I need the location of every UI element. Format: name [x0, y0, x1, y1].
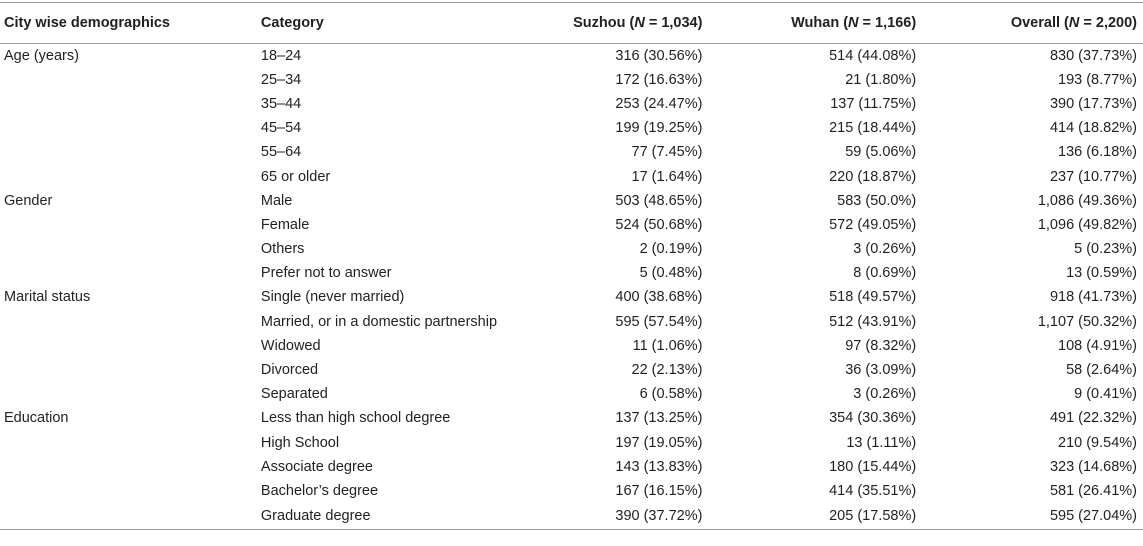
table-header [0, 3, 1143, 44]
cell-suzhou: 524 (50.68%) [615, 216, 703, 233]
cell-overall: 595 (27.04%) [916, 503, 1143, 530]
cell-wuhan: 414 (35.51%) [829, 482, 917, 499]
cell-group: Gender [4, 192, 53, 209]
cell-suzhou: 503 (48.65%) [615, 192, 703, 209]
header-wuhan-n-value: = 1,166) [858, 15, 917, 31]
header-suzhou: Suzhou (N = 1,034) [552, 3, 703, 44]
cell-category: Associate degree [260, 458, 373, 475]
cell-group: Education [4, 410, 69, 427]
cell-suzhou: 167 (16.15%) [615, 482, 703, 499]
cell-wuhan: 3 (0.26%) [853, 386, 917, 403]
table-row [0, 382, 1143, 406]
cell-category: 25–34 [260, 71, 302, 88]
cell-group: Marital status [4, 289, 91, 306]
table-row [0, 116, 1143, 140]
table-row [0, 503, 1143, 530]
cell-category: Female [260, 216, 310, 233]
cell-suzhou: 22 (2.13%) [631, 362, 703, 379]
cell-overall: 237 (10.77%) [1049, 168, 1137, 185]
cell-wuhan: 514 (44.08%) [829, 47, 917, 64]
cell-wuhan: 8 (0.69%) [853, 265, 917, 282]
cell-group [0, 116, 261, 140]
cell-overall: 491 (22.32%) [1049, 410, 1137, 427]
cell-overall: 108 (4.91%) [1058, 337, 1137, 354]
cell-wuhan: 180 (15.44%) [829, 458, 917, 475]
cell-suzhou: 316 (30.56%) [615, 47, 703, 64]
cell-overall: 830 (37.73%) [1049, 47, 1137, 64]
header-suzhou-city: Suzhou [573, 15, 626, 31]
table-row [0, 455, 1143, 479]
table-row [0, 68, 1143, 92]
cell-category: Separated [260, 386, 328, 403]
cell-suzhou: 253 (24.47%) [615, 95, 703, 112]
cell-group [0, 382, 261, 406]
cell-wuhan: 3 (0.26%) [853, 241, 917, 258]
cell-wuhan: 21 (1.80%) [845, 71, 917, 88]
table-row [0, 140, 1143, 164]
demographics-table [0, 2, 1143, 530]
cell-category: 55–64 [260, 144, 302, 161]
cell-suzhou: 400 (38.68%) [615, 289, 703, 306]
header-row [0, 3, 1143, 44]
cell-group [0, 479, 261, 503]
cell-wuhan: 354 (30.36%) [829, 410, 917, 427]
cell-group [0, 334, 261, 358]
cell-wuhan: 205 (17.58%) [702, 503, 916, 530]
table-row [0, 92, 1143, 116]
cell-overall: 323 (14.68%) [1049, 458, 1137, 475]
cell-overall: 136 (6.18%) [1058, 144, 1137, 161]
header-suzhou-n-label: N [634, 15, 645, 31]
cell-suzhou: 595 (57.54%) [615, 313, 703, 330]
cell-wuhan: 36 (3.09%) [845, 362, 917, 379]
table-row [0, 406, 1143, 430]
table-row [0, 479, 1143, 503]
cell-category: Male [260, 192, 293, 209]
cell-overall: 581 (26.41%) [1049, 482, 1137, 499]
cell-category: High School [260, 434, 340, 451]
table-row [0, 358, 1143, 382]
cell-overall: 1,086 (49.36%) [1037, 192, 1137, 209]
cell-category: Bachelor’s degree [260, 482, 379, 499]
cell-group [0, 261, 261, 285]
cell-wuhan: 583 (50.0%) [837, 192, 917, 209]
cell-overall: 414 (18.82%) [1049, 120, 1137, 137]
cell-suzhou: 199 (19.25%) [615, 120, 703, 137]
table-body [0, 44, 1143, 530]
cell-category: Single (never married) [260, 289, 405, 306]
header-category: Category [261, 3, 552, 44]
table-row [0, 431, 1143, 455]
header-city-wise-demographics: City wise demographics [0, 3, 261, 44]
header-wuhan-city: Wuhan [791, 15, 840, 31]
header-overall-n-value: = 2,200) [1079, 15, 1137, 31]
header-overall-label: Overall [1010, 15, 1061, 31]
table-row [0, 310, 1143, 334]
cell-overall: 918 (41.73%) [1049, 289, 1137, 306]
cell-overall: 1,107 (50.32%) [1037, 313, 1137, 330]
table-row [0, 213, 1143, 237]
header-overall: Overall (N = 2,200) [916, 3, 1143, 44]
cell-suzhou: 390 (37.72%) [552, 503, 703, 530]
table-row [0, 237, 1143, 261]
cell-suzhou: 11 (1.06%) [632, 337, 703, 354]
table-row [0, 334, 1143, 358]
cell-wuhan: 512 (43.91%) [829, 313, 917, 330]
cell-suzhou: 172 (16.63%) [615, 71, 703, 88]
cell-category: Divorced [260, 362, 319, 379]
cell-group [0, 164, 261, 188]
table-row [0, 285, 1143, 309]
cell-overall: 5 (0.23%) [1074, 241, 1137, 258]
cell-suzhou: 6 (0.58%) [639, 386, 703, 403]
cell-overall: 193 (8.77%) [1058, 71, 1137, 88]
cell-suzhou: 137 (13.25%) [615, 410, 703, 427]
table-row [0, 44, 1143, 68]
cell-wuhan: 59 (5.06%) [845, 144, 917, 161]
cell-group [0, 310, 261, 334]
cell-suzhou: 5 (0.48%) [639, 265, 703, 282]
cell-category: 35–44 [260, 95, 302, 112]
cell-category: Married, or in a domestic partnership [260, 313, 498, 330]
cell-wuhan: 137 (11.75%) [830, 95, 917, 112]
cell-overall: 1,096 (49.82%) [1037, 216, 1137, 233]
cell-group [0, 68, 261, 92]
cell-group: Age (years) [4, 47, 79, 64]
cell-category: 18–24 [260, 47, 302, 64]
cell-category: Widowed [260, 337, 321, 354]
cell-overall: 13 (0.59%) [1066, 265, 1137, 282]
cell-category: Prefer not to answer [260, 265, 392, 282]
cell-suzhou: 77 (7.45%) [631, 144, 703, 161]
cell-group [0, 213, 261, 237]
cell-group [0, 237, 261, 261]
cell-wuhan: 97 (8.32%) [845, 337, 917, 354]
cell-category: Graduate degree [261, 503, 552, 530]
cell-suzhou: 17 (1.64%) [631, 168, 703, 185]
table-row [0, 164, 1143, 188]
cell-group [0, 140, 261, 164]
cell-group [0, 431, 261, 455]
cell-wuhan: 220 (18.87%) [829, 168, 917, 185]
header-wuhan-n-label: N [848, 15, 859, 31]
header-suzhou-n-value: = 1,034) [644, 15, 703, 31]
cell-overall: 58 (2.64%) [1066, 362, 1137, 379]
cell-group [0, 92, 261, 116]
cell-group [0, 503, 261, 530]
table-row [0, 261, 1143, 285]
cell-category: Others [260, 241, 305, 258]
cell-category: 45–54 [260, 120, 302, 137]
cell-wuhan: 215 (18.44%) [829, 120, 917, 137]
table-row [0, 189, 1143, 213]
cell-wuhan: 13 (1.11%) [846, 434, 917, 451]
cell-group [0, 455, 261, 479]
cell-suzhou: 197 (19.05%) [615, 434, 703, 451]
cell-category: 65 or older [260, 168, 331, 185]
cell-wuhan: 572 (49.05%) [829, 216, 917, 233]
cell-wuhan: 518 (49.57%) [829, 289, 917, 306]
cell-overall: 390 (17.73%) [1049, 95, 1137, 112]
cell-overall: 210 (9.54%) [1058, 434, 1137, 451]
cell-category: Less than high school degree [260, 410, 451, 427]
cell-suzhou: 2 (0.19%) [639, 241, 703, 258]
header-overall-n-label: N [1068, 15, 1080, 31]
header-wuhan: Wuhan (N = 1,166) [702, 3, 916, 44]
cell-group [0, 358, 261, 382]
cell-suzhou: 143 (13.83%) [615, 458, 703, 475]
cell-overall: 9 (0.41%) [1074, 386, 1137, 403]
